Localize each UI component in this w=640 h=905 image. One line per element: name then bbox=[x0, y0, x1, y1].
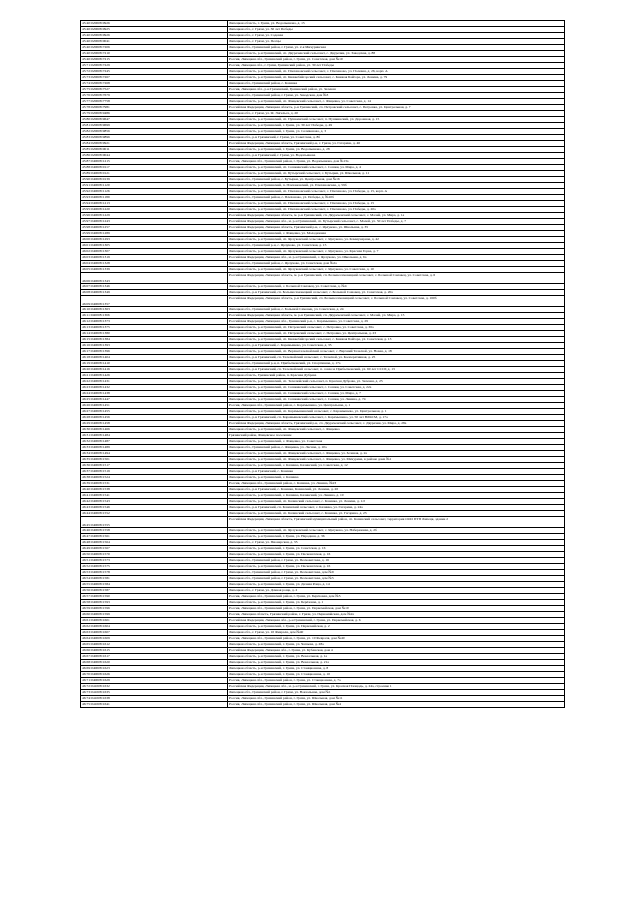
address-cell: Липецкая область, р-н Грязинский, сп. Плехановский сельсовет, с. Плеханово, ул. Победы, д. 15 bbox=[228, 201, 565, 207]
table-row bbox=[81, 296, 565, 307]
cadastral-number-cell: 45:95:040008:1220 bbox=[81, 207, 228, 213]
address-cell: Липецкая область, р-н Грязинский, сп. Плехановский сельсовет, с. Плеханово, ул. Победы, д. 20а bbox=[228, 207, 565, 213]
address-cell: Липецкая область, р-н Грязинский, г. Грязи, ул. Чапаева, д. 28а bbox=[228, 642, 565, 648]
address-cell: Липецкая область, р-н Грязинский, сп. Фащевский сельсовет, с. Фащевка bbox=[228, 427, 565, 433]
cadastral-number-cell: 46:25:040008:1447 bbox=[81, 397, 228, 403]
cadastral-number-cell: 46:30:040008:1466 bbox=[81, 427, 228, 433]
address-cell: Россия, Липецкая обл., Грязинский район, с. Казинка, ул. Ленина, №23 bbox=[228, 481, 565, 487]
address-cell: Липецкая область, р-н Грязинский, г. Грязи, ул. Станционная, д. 8 bbox=[228, 666, 565, 672]
cadastral-number-cell: 46:41:040008:1541 bbox=[81, 493, 228, 499]
cadastral-number-cell: 45:40:020008:0926 bbox=[81, 21, 228, 27]
address-cell: Липецкая обл., г. Грязи, ул. Дачная роща, д. 2 bbox=[228, 588, 565, 594]
address-cell: Липецкая обл., Грязинский район, г. Грязи, ул. Заводская, дом №3 bbox=[228, 93, 565, 99]
address-cell: Российская Федерация, Липецкая область, м. р-н Грязинский, сп. Двуреченский сельсовет, с. Малей, ул. Мира, д. 1а bbox=[228, 213, 565, 219]
address-cell: Липецкая обл., Грязинский р-н, с. Ярлуково, ул. Советская, д. 15 bbox=[228, 243, 565, 249]
cadastral-number-cell: 45:96:040008:1229 bbox=[81, 213, 228, 219]
address-cell: Липецкая область, р-н Грязинский, с. Фащевка, ул. Молодежная bbox=[228, 231, 565, 237]
address-cell: Липецкая область, р-н Грязинский, сп. Казинский сельсовет, с. Казинка, ул. Гагарина, д. 23 bbox=[228, 511, 565, 517]
address-cell: Липецкая область, р-н Грязинский, сп. Ярлуковский сельсовет, с. Ярлуково, ул. Советская, д. 10 bbox=[228, 267, 565, 273]
address-cell: Россия, Липецкая обл., Грязинский район, с. Карамышево, ул. Центральная, д. 1 bbox=[228, 403, 565, 409]
cadastral-number-cell: 46:37:040008:1519 bbox=[81, 469, 228, 475]
address-cell: Российская Федерация, Липецкая обл., Грязинский р-н, с. Карамышево, ул. Советская, д. 29 bbox=[228, 319, 565, 325]
address-cell: Липецкая область, р-н Грязинский, сп. Фащевский сельсовет, с. Фащевка, ул. Советская, д. 14 bbox=[228, 99, 565, 105]
cadastral-number-cell: 46:55:040008:1584 bbox=[81, 582, 228, 588]
address-cell: Липецкая область, р-н Грязинский, г. Грязи, ул. 30 лет Победы, д. 49 bbox=[228, 123, 565, 129]
cadastral-number-cell: 46:01:040008:1305 bbox=[81, 243, 228, 249]
address-cell: Липецкая область, р-н Грязинский, сп. Ярлуковский сельсовет, с. Ярлуково, ул. Набережная, д. 2б bbox=[228, 528, 565, 534]
cadastral-number-cell: 46:08:040008:1349 bbox=[81, 290, 228, 296]
cadastral-number-cell: 46:65:040008:1612 bbox=[81, 642, 228, 648]
cadastral-number-cell: 46:50:040008:1570 bbox=[81, 552, 228, 558]
address-cell: Липецкая обл., р-н Грязинский, с. Казинка bbox=[228, 469, 565, 475]
address-cell: Липецкая обл., г. Грязи, ул. 10 Февраля, дом №40 bbox=[228, 630, 565, 636]
table-row bbox=[81, 273, 565, 284]
address-cell: Российская Федерация, Липецкая область, р-н Грязинский, сп. Большесамовецкий сельсовет, с. Большой Самовец, ул. Советская, д. 160б bbox=[228, 296, 565, 307]
cadastral-number-cell: 46:39:040008:1531 bbox=[81, 481, 228, 487]
address-cell: Липецкая обл., г. Грязи, ул. 30 лет Победы bbox=[228, 27, 565, 33]
cadastral-number-cell: 45:84:020008:9921 bbox=[81, 141, 228, 147]
address-cell: Липецкая область, р-н Грязинский, г. Грязи, ул. Советская, д. 16 bbox=[228, 546, 565, 552]
address-cell: Липецкая область, р-н Грязинский, сп. Верхнетелелюйский сельсовет, с. Верхний Телелюй, ул. Новая, д. 18 bbox=[228, 349, 565, 355]
cadastral-number-cell: 46:16:040008:1393 bbox=[81, 343, 228, 349]
cadastral-number-cell: 46:60:040008:1599 bbox=[81, 612, 228, 618]
address-cell: Липецкая обл., Грязинский район, с. Большой Самовец, ул. Советская, д. 24 bbox=[228, 307, 565, 313]
cadastral-number-cell: 46:58:040008:1593 bbox=[81, 600, 228, 606]
cadastral-number-cell: 46:61:040008:1601 bbox=[81, 618, 228, 624]
address-cell: Россия, Липецкая обл., Грязинский район, г. Грязи, ул. 10 Февраля, дом №40 bbox=[228, 636, 565, 642]
cadastral-number-cell: 46:11:040008:1366 bbox=[81, 313, 228, 319]
address-cell: Липецкая обл., Грязинский район, с. Фащевка, ул. Лесная, д. 10а bbox=[228, 445, 565, 451]
address-cell: Россия, Липецкая обл., Грязинский район, г. Грязи, ул. Советская, дом №10 bbox=[228, 57, 565, 63]
cadastral-number-cell: 45:40:020008:7215 bbox=[81, 57, 228, 63]
cadastral-number-cell: 46:45:040008:1555 bbox=[81, 517, 228, 528]
address-cell: Липецкая область, р-н Грязинский, г. Грязи, ул. Дачная Роща, д. 14 bbox=[228, 582, 565, 588]
cadastral-number-cell: 45:98:040008:1257 bbox=[81, 225, 228, 231]
address-cell: Российская Федерация, Липецкая область, Грязинский р-н, г. Грязи, ул. Гагарина, д. 46 bbox=[228, 141, 565, 147]
address-cell: Липецкая область, р-н Грязинский, сп. Ярлуковский сельсовет, с. Ярлуково, ул. Красная Горка, д. 7 bbox=[228, 249, 565, 255]
address-cell: Липецкая обл., р-н Грязинский, с. Карамышево, ул. Советская, д. 35 bbox=[228, 343, 565, 349]
address-cell: Липецкая обл., Грязинский район, с. Плеханово, ул. Победы, д. №10б bbox=[228, 195, 565, 201]
cadastral-number-cell: 46:12:040008:1373 bbox=[81, 319, 228, 325]
address-cell: Липецкая обл., г. Грязи, ул. Садовая bbox=[228, 33, 565, 39]
address-cell: Липецкая область, р-н Грязинский, сп. Бутырский сельсовет, с. Бутырки, ул. Школьная, д. 11 bbox=[228, 171, 565, 177]
cadastral-number-cell: 46:22:040008:1431 bbox=[81, 379, 228, 385]
address-cell: Россия, Липецкая обл., Грязинский район, г. Грязи, ул. Первомайская, дом №10 bbox=[228, 606, 565, 612]
cadastral-number-cell: 45:94:040008:1213 bbox=[81, 201, 228, 207]
cadastral-number-cell: 45:86:020008:0044 bbox=[81, 153, 228, 159]
cadastral-number-cell: 45:80:020008:9647 bbox=[81, 117, 228, 123]
cadastral-number-cell: 46:63:040008:1607 bbox=[81, 630, 228, 636]
address-cell: Липецкая область, р-н Грязинский, с. Казинка bbox=[228, 475, 565, 481]
cadastral-number-cell: 46:20:040008:1416 bbox=[81, 367, 228, 373]
cadastral-number-cell: 46:31:040008:1484 bbox=[81, 433, 228, 439]
address-cell: Липецкая область, р-н Грязинский, сп. Сошкинский сельсовет, с. Сошки, ул. Мира, д. 4 bbox=[228, 165, 565, 171]
address-cell: Липецкая обл., р-н Грязинский, сп. Большесамовецкий сельсовет, с. Большой Самовец, ул. Советская, д. 20а bbox=[228, 290, 565, 296]
cadastral-number-cell: 46:75:041008:1641 bbox=[81, 702, 228, 708]
cadastral-number-cell: 46:02:040008:1307 bbox=[81, 249, 228, 255]
address-cell: Россия, Липецкая обл., Грязинский район, г. Грязи, ул. Школьная, дом №11 bbox=[228, 696, 565, 702]
cadastral-number-cell: 45:40:020008:0041 bbox=[81, 39, 228, 45]
address-cell: Липецкая область, р-н Грязинский, сп. Петровский сельсовет, с. Петровка, ул. Центральная, д. 23 bbox=[228, 331, 565, 337]
address-cell: Липецкая обл., г. Грязи, ул. Ф. Энгельса, д. 20 bbox=[228, 111, 565, 117]
address-cell: Липецкая обл., Грязинский р-н, п. Прибытковский, ул. Спортивная, д. 17а bbox=[228, 361, 565, 367]
address-cell: Липецкая обл., Грязинский район, г. Грязи, ул. Песковатская, дом №9 bbox=[228, 570, 565, 576]
address-cell: Российская Федерация, Липецкая обл., м. р-н Грязинский, с. Ярлуково, ул. Школьная, д. 6а bbox=[228, 255, 565, 261]
address-cell: Липецкая область, р-н Грязинский, с. Казинка, Казинский, ул. Ленина, д. 10 bbox=[228, 493, 565, 499]
address-cell: Липецкая область, р-н Грязинский, г. Грязи, ул. Народная, д. 36 bbox=[228, 534, 565, 540]
cadastral-number-cell: 45:87:040008:1215 bbox=[81, 159, 228, 165]
property-register-table bbox=[80, 20, 565, 708]
cadastral-number-cell: 45:79:020008:9486 bbox=[81, 111, 228, 117]
cadastral-number-cell: 46:62:040008:1604 bbox=[81, 624, 228, 630]
address-cell: Россия, Липецкая обл., Грязинский район, г. Грязи, ул. Берёзовая, дом №5 bbox=[228, 594, 565, 600]
address-cell: Россия, Липецкая обл., Грязинский район, г. Грязи, ул. Станционная, д. 7а bbox=[228, 678, 565, 684]
address-cell: Российская Федерация, Липецкая область, Грязинский муниципальный район, сп. Казинский сельсовет, территория ООО ПТП Липецк, здание 2 bbox=[228, 517, 565, 528]
cadastral-number-cell: 46:51:040008:1573 bbox=[81, 558, 228, 564]
address-cell: Липецкая область, р-н Грязинский, сп. Сошкинский сельсовет, с. Сошки, ул. Мира, д. 7 bbox=[228, 391, 565, 397]
table-row bbox=[81, 517, 565, 528]
cadastral-number-cell: 46:56:040008:1587 bbox=[81, 588, 228, 594]
cadastral-number-cell: 46:47:040008:1561 bbox=[81, 534, 228, 540]
address-cell: Российская Федерация, Липецкая обл., м. р-н Грязинский, сп. Бутырский сельсовет, с. Малей, ул. 50 лет Победы, д. 7 bbox=[228, 219, 565, 225]
cadastral-number-cell: 45:76:020008:7679 bbox=[81, 93, 228, 99]
cadastral-number-cell: 45:90:040008:0139 bbox=[81, 177, 228, 183]
cadastral-number-cell: 45:74:020008:7268 bbox=[81, 81, 228, 87]
address-cell: Липецкая область, р-н Грязинский, сп. Телелюйский сельсовет, п. Красная Дубрава, ул. Зеленая, д. 25 bbox=[228, 379, 565, 385]
address-cell: Липецкая область, р-н Грязинский, с. Большой Самовец, ул. Советская, д. №4 bbox=[228, 284, 565, 290]
cadastral-number-cell: 46:07:040008:1346 bbox=[81, 284, 228, 290]
cadastral-number-cell: 46:72:041008:1632 bbox=[81, 684, 228, 690]
cadastral-number-cell: 46:38:040008:1524 bbox=[81, 475, 228, 481]
address-cell: Липецкая область, р-н Грязинский, с. Фащевка, ул. Советская bbox=[228, 439, 565, 445]
cadastral-number-cell: 46:14:040008:1380 bbox=[81, 331, 228, 337]
cadastral-number-cell: 46:57:040008:1590 bbox=[81, 594, 228, 600]
address-cell: Липецкая область, р-н Грязинский, г. Грязи, ул. Берёзовая, д. 1 bbox=[228, 600, 565, 606]
address-cell: Липецкая область, р-н Грязинский, г. Грязи, ул. Вокзальная, д. 1а bbox=[228, 654, 565, 660]
cadastral-number-cell: 46:35:040008:1501 bbox=[81, 457, 228, 463]
address-cell: Россия, Липецкая область, Грязинский район, г. Грязи, ул. Первомайская, дом №2а bbox=[228, 612, 565, 618]
address-cell: Липецкая обл., р-н Грязинский, сп. Телелюйский сельсовет, п. совхоза Прибытковский, ул. 60 лет СССР, д. 13 bbox=[228, 367, 565, 373]
cadastral-number-cell: 45:77:020008:7758 bbox=[81, 99, 228, 105]
cadastral-number-cell: 46:19:040008:1410 bbox=[81, 361, 228, 367]
address-cell: Липецкая область, р-н Грязинский, с. Казинка, Казинский, ул. Советская, д. 12 bbox=[228, 463, 565, 469]
cadastral-number-cell: 45:93:040008:1189 bbox=[81, 195, 228, 201]
address-cell: Липецкая область, р-н Грязинский, сп. Сошкинский сельсовет, с. Сошки, ул. Советская, д. 22а bbox=[228, 385, 565, 391]
register-table-body bbox=[81, 21, 565, 708]
cadastral-number-cell: 45:97:040008:1243 bbox=[81, 219, 228, 225]
address-cell: Липецкая область, р-н Грязинский, сп. Ярлуковский сельсовет, с. Ярлуково, ул. Коммунарная, д. 42 bbox=[228, 237, 565, 243]
address-cell: Липецкая область, р-н Грязинский, сп. Казинский сельсовет, с. Казинка, ул. Ленина, д. 1/2 bbox=[228, 499, 565, 505]
cadastral-number-cell: 46:59:040008:1596 bbox=[81, 606, 228, 612]
cadastral-number-cell: 46:06:040008:1343 bbox=[81, 273, 228, 284]
cadastral-number-cell: 46:54:040008:1581 bbox=[81, 576, 228, 582]
cadastral-number-cell: 45:83:020008:9896 bbox=[81, 135, 228, 141]
address-cell: Россия, Липецкая обл., Грязинский район, г. Грязи, ул. Школьная, дом №4 bbox=[228, 702, 565, 708]
address-cell: Липецкая область, р-н Грязинский, г. Грязи, ул. Станционная, д. 10 bbox=[228, 672, 565, 678]
cadastral-number-cell: 46:73:041008:1635 bbox=[81, 690, 228, 696]
address-cell: Липецкая обл., р-н Грязинский, с. Казинка, Казинский, ул. Ленина, д. 20 bbox=[228, 487, 565, 493]
address-cell: Российская Федерация, Липецкая область, м. р-н Грязинский, сп. Большесамовецкий сельсовет, с. Большой Самовец, ул. Советская, д. 6 bbox=[228, 273, 565, 284]
cadastral-number-cell: 45:40:020008:7206 bbox=[81, 45, 228, 51]
cadastral-number-cell: 46:33:040008:1489 bbox=[81, 445, 228, 451]
cadastral-number-cell: 45:40:020008:0926 bbox=[81, 33, 228, 39]
cadastral-number-cell: 45:89:040008:0121 bbox=[81, 171, 228, 177]
cadastral-number-cell: 45:81:020008:9699 bbox=[81, 123, 228, 129]
cadastral-number-cell: 46:03:040008:1319 bbox=[81, 255, 228, 261]
address-cell: Российская Федерация, Липецкая обл., м. р-н Грязинский, г. Грязи, ул. Красная Площадь, д. 24а, строение 1 bbox=[228, 684, 565, 690]
cadastral-number-cell: 46:44:040008:1552 bbox=[81, 511, 228, 517]
address-cell: Грязинский район, Фащевское поселение bbox=[228, 433, 565, 439]
cadastral-number-cell: 46:66:040008:1615 bbox=[81, 648, 228, 654]
cadastral-number-cell: 46:18:040008:1404 bbox=[81, 355, 228, 361]
address-cell: Липецкая обл., г. Грязи, ул. Песцы bbox=[228, 39, 565, 45]
address-cell: Липецкая область, р-н Грязинский, г. Грязи, ул. Песковатская, д. 16 bbox=[228, 552, 565, 558]
address-cell: Российская Федерация, Липецкая область, м. р-н Грязинский, сп. Двуреченский сельсовет, с. Малей, ул. Мира, д. 15 bbox=[228, 313, 565, 319]
address-cell: Липецкая обл., Грязинский район, с. Ярлуково, ул. Советская, дом №2а bbox=[228, 261, 565, 267]
address-cell: Липецкая обл., р-н Грязинский, г. Грязи, ул. Советская, д. 8б bbox=[228, 135, 565, 141]
cadastral-number-cell: 46:67:040008:1617 bbox=[81, 654, 228, 660]
cadastral-number-cell: 46:52:040008:1575 bbox=[81, 564, 228, 570]
cadastral-number-cell: 45:71:020008:7229 bbox=[81, 63, 228, 69]
address-cell: Липецкая область, р-н Грязинский, сп. Сошкинский сельсовет, с. Сошки, ул. Ленина, д. 74 bbox=[228, 397, 565, 403]
address-cell: Липецкая обл., Грязинский район, с. Бутырки, ул. Центральная, дом №16 bbox=[228, 177, 565, 183]
address-cell: Липецкая область, р-н Грязинский, сп. Двуреченский сельсовет, с. Двуречки, ул. Заводская, д. 88 bbox=[228, 51, 565, 57]
address-cell: Российская Федерация, Липецкая область, Грязинский р-н, сп. Двуреченский сельсовет, с. Двуречки, ул. Мира, д. 28а bbox=[228, 421, 565, 427]
cadastral-number-cell: 45:75:020008:7527 bbox=[81, 87, 228, 93]
address-cell: Липецкая область, р-н Грязинский, сп. Петровский сельсовет, с. Петровка, ул. Советская, д. 36а bbox=[228, 325, 565, 331]
address-cell: Липецкая обл., р-н Грязинский, сп. Телелюйский сельсовет, с. Телелюй, ул. Кооперативная, д. 25 bbox=[228, 355, 565, 361]
address-cell: Липецкая обл., Грязинский район, с. Казинка bbox=[228, 81, 565, 87]
cadastral-number-cell: 45:99:040008:1289 bbox=[81, 231, 228, 237]
address-cell: Липецкая область, р-н Грязинский, сп. Плехановский сельсовет, с. Плеханово, ул. Победы, д. 15, корп. А bbox=[228, 189, 565, 195]
address-cell: Липецкая область, г. Грязи, ул. Водопьянова, д. 15 bbox=[228, 21, 565, 27]
cadastral-number-cell: 46:49:040008:1567 bbox=[81, 546, 228, 552]
cadastral-number-cell: 46:69:040008:1623 bbox=[81, 666, 228, 672]
address-cell: Липецкая область, р-н Грязинский, г. Грязи, ул. Песковатская, д. 16 bbox=[228, 564, 565, 570]
address-cell: Липецкая область, р-н Грязинский, сп. Плехановский сельсовет, с. Плеханово, ул. Полевая, д. 26, корп. А bbox=[228, 69, 565, 75]
cadastral-number-cell: 46:00:040008:1293 bbox=[81, 237, 228, 243]
address-cell: Российская Федерация, Липецкая обл., р-н Грязинский, г. Грязи, ул. Первомайская, д. 6 bbox=[228, 618, 565, 624]
cadastral-number-cell: 45:78:020008:7981 bbox=[81, 105, 228, 111]
cadastral-number-cell: 46:24:040008:1438 bbox=[81, 391, 228, 397]
register-sheet bbox=[80, 20, 560, 708]
address-cell: Липецкая область, р-н Грязинский, сп. Фащевский сельсовет, с. Фащевка, ул. Зеленая, д. 2а bbox=[228, 451, 565, 457]
cadastral-number-cell: 45:91:040008:1120 bbox=[81, 183, 228, 189]
address-cell: Липецкая область, р-н Грязинский, сп. Княжебайгорский сельсовет, с. Княжая Байгора, ул. Советская, д. 13 bbox=[228, 337, 565, 343]
address-cell: Липецкая область, Грязинский район, п. Красная Дубрава bbox=[228, 373, 565, 379]
cadastral-number-cell: 46:68:040008:1620 bbox=[81, 660, 228, 666]
address-cell: Липецкая область, р-н Грязинский, г. Грязи, ул. Вокзальная, д. 21а bbox=[228, 660, 565, 666]
address-cell: Липецкая область, р-н Грязинский, сп. Княжебайгорский сельсовет, с. Княжая Байгора, ул. Ленина, д. 79 bbox=[228, 75, 565, 81]
cadastral-number-cell: 45:88:040008:0117 bbox=[81, 165, 228, 171]
cadastral-number-cell: 46:26:040008:1451 bbox=[81, 403, 228, 409]
address-cell: Липецкая обл., р-н Грязинский, сп. Казинский сельсовет, с. Казинка, ул. Гагарина, д. 24а bbox=[228, 505, 565, 511]
address-cell: Липецкая область, р-н Грязинский, г. Грязи, ул. Водопьянова, д. 28 bbox=[228, 147, 565, 153]
cadastral-number-cell: 46:34:040008:1494 bbox=[81, 451, 228, 457]
cadastral-number-cell: 46:23:040008:1432 bbox=[81, 385, 228, 391]
address-cell: Липецкая область, р-н Грязинский, сп. Карамышевский сельсовет, с. Карамышево, ул. Центральная, д. 1 bbox=[228, 409, 565, 415]
cadastral-number-cell: 46:70:040008:1626 bbox=[81, 672, 228, 678]
cadastral-number-cell: 46:21:040008:1426 bbox=[81, 373, 228, 379]
address-cell: Липецкая обл., Грязинский район, г. Грязи, ул. Песковатская, д. 16 bbox=[228, 558, 565, 564]
cadastral-number-cell: 45:73:020008:7267 bbox=[81, 75, 228, 81]
address-cell: Липецкая область, р-н Грязинский, сп. Фащевский сельсовет, с. Фащевка, ул. Мичурина, в районе дома №1 bbox=[228, 457, 565, 463]
address-cell: Липецкая область, р-н Грязинский, г. Грязи, ул. Первомайская, д. 2 bbox=[228, 624, 565, 630]
address-cell: Россия, Липецкая обл., Грязинский район, г. Грязи, ул. Водопьянова, дом №13а bbox=[228, 159, 565, 165]
address-cell: Российская Федерация, Липецкая область, р-н Грязинский, сп. Петровский сельсовет, с. Петровка, ул. Центральная, д. 7 bbox=[228, 105, 565, 111]
address-cell: Липецкая область, р-н Грязинский, сп. Пушкинский сельсовет, п. Пушкинский, ул. Дорожная, д. 15 bbox=[228, 117, 565, 123]
cadastral-number-cell: 46:36:040008:1517 bbox=[81, 463, 228, 469]
cadastral-number-cell: 46:43:040008:1546 bbox=[81, 505, 228, 511]
cadastral-number-cell: 46:71:040008:1629 bbox=[81, 678, 228, 684]
address-cell: Российская Федерация, Липецкая область, Грязинский р-н, с. Ярлуково, ул. Школьная, д. 35 bbox=[228, 225, 565, 231]
address-cell: Липецкая область, р-н Грязинский, г. Грязи, ул. Селиванова, д. 3 bbox=[228, 129, 565, 135]
cadastral-number-cell: 46:29:040008:1458 bbox=[81, 421, 228, 427]
cadastral-number-cell: 46:27:040008:1455 bbox=[81, 409, 228, 415]
address-cell: Липецкая обл., р-н Грязинский, г. Грязи, ул. Водопьянова bbox=[228, 153, 565, 159]
address-cell: Россия, Липецкая обл., р-н Грязинский, Грязинский район, ул. Зеленая bbox=[228, 87, 565, 93]
cadastral-number-cell: 46:48:040008:1564 bbox=[81, 540, 228, 546]
cadastral-number-cell: 45:85:020008:0011 bbox=[81, 147, 228, 153]
cadastral-number-cell: 45:40:020008:0925 bbox=[81, 27, 228, 33]
address-cell: Липецкая обл., р-н Грязинский, сп. Карамышевский сельсовет, с. Карамышево, ул. 50 лет ВЛКСМ, д. 17а bbox=[228, 415, 565, 421]
cadastral-number-cell: 46:32:040008:1487 bbox=[81, 439, 228, 445]
cadastral-number-cell: 45:92:040008:1126 bbox=[81, 189, 228, 195]
address-cell: Липецкая область, р-н Грязинский, п. Плехановский, ул. Плехановская, д. 59б bbox=[228, 183, 565, 189]
cadastral-number-cell: 46:13:040008:1375 bbox=[81, 325, 228, 331]
cadastral-number-cell: 46:46:040008:1558 bbox=[81, 528, 228, 534]
cadastral-number-cell: 46:09:040008:1357 bbox=[81, 296, 228, 307]
cadastral-number-cell: 46:17:040008:1396 bbox=[81, 349, 228, 355]
address-cell: Липецкая обл., Грязинский район, г. Грязи, ул. 2-я Мичуринская bbox=[228, 45, 565, 51]
cadastral-number-cell: 46:53:040008:1578 bbox=[81, 570, 228, 576]
cadastral-number-cell: 46:64:040008:1609 bbox=[81, 636, 228, 642]
address-cell: Липецкая обл., Грязинский район, г. Грязи, ул. Вокзальная, дом №1 bbox=[228, 690, 565, 696]
address-cell: Россия, Липецкая обл., г. Грязи, Грязинский район, ул. 30 лет Победы bbox=[228, 63, 565, 69]
cadastral-number-cell: 46:15:040008:1384 bbox=[81, 337, 228, 343]
table-row bbox=[81, 702, 565, 708]
cadastral-number-cell: 45:82:020008:9856 bbox=[81, 129, 228, 135]
cadastral-number-cell: 46:40:040008:1538 bbox=[81, 487, 228, 493]
cadastral-number-cell: 46:04:040008:1328 bbox=[81, 261, 228, 267]
address-cell: Российская Федерация, Липецкая обл., г. Грязи, ул. Кубанская, дом 4 bbox=[228, 648, 565, 654]
address-cell: Липецкая обл., г. Грязи, ул. Пионерская, д. 35 bbox=[228, 540, 565, 546]
cadastral-number-cell: 46:05:040008:1339 bbox=[81, 267, 228, 273]
cadastral-number-cell: 45:72:020008:7245 bbox=[81, 69, 228, 75]
cadastral-number-cell: 46:74:041008:1638 bbox=[81, 696, 228, 702]
address-cell: Липецкая обл., Грязинский район, г. Грязи, ул. Песковатская, дом №5 bbox=[228, 576, 565, 582]
cadastral-number-cell: 46:10:040008:1363 bbox=[81, 307, 228, 313]
cadastral-number-cell: 45:40:020008:7210 bbox=[81, 51, 228, 57]
cadastral-number-cell: 46:42:040008:1543 bbox=[81, 499, 228, 505]
cadastral-number-cell: 46:28:040008:1456 bbox=[81, 415, 228, 421]
